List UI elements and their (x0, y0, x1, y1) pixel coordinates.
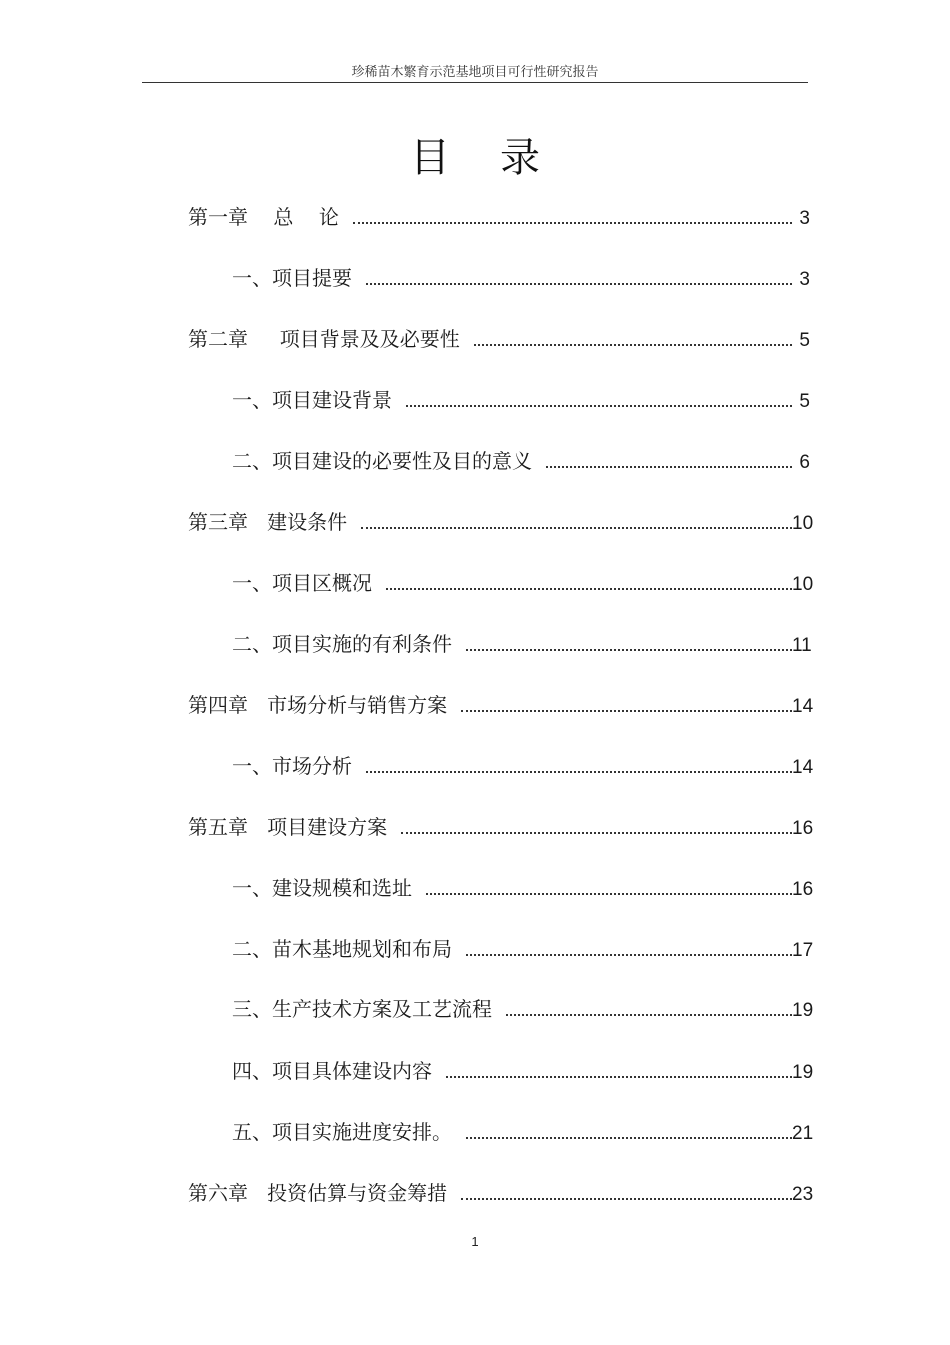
toc-entry-label: 第二章 项目背景及及必要性 (188, 327, 460, 351)
dot-leader (361, 527, 792, 529)
toc-entry-label: 第三章 建设条件 (188, 510, 348, 534)
toc-entry-label: 第五章 项目建设方案 (188, 815, 388, 839)
dot-leader (426, 893, 792, 895)
toc-title: 目录 (410, 135, 590, 181)
toc-page-number: 17 (792, 940, 814, 961)
toc-page-number: 21 (792, 1123, 814, 1144)
dot-leader (461, 710, 792, 712)
toc-page-number: 11 (792, 635, 812, 656)
toc-page-number: 5 (799, 330, 810, 351)
dot-leader (474, 344, 792, 346)
toc-entry-label: 一、建设规模和选址 (232, 876, 412, 900)
toc-page-number: 16 (792, 818, 814, 839)
toc-entry-label: 二、项目建设的必要性及目的意义 (232, 449, 532, 473)
toc-page-number: 14 (792, 696, 814, 717)
toc-entry-label: 五、项目实施进度安排。 (232, 1120, 452, 1144)
toc-entry-section[interactable] (232, 444, 810, 474)
toc-entry-label: 四、项目具体建设内容 (232, 1059, 432, 1083)
toc-entry-section[interactable] (232, 932, 814, 962)
toc-entry-chapter-2[interactable] (188, 322, 810, 352)
dot-leader (466, 954, 792, 956)
toc-entry-section[interactable] (232, 1115, 814, 1145)
dot-leader (461, 1198, 792, 1200)
dot-leader (406, 405, 792, 407)
toc-page-number: 19 (792, 1000, 814, 1021)
toc-entry-label: 第四章 市场分析与销售方案 (188, 693, 448, 717)
toc-page-number: 23 (792, 1184, 814, 1205)
toc-entry-label: 第六章 投资估算与资金筹措 (188, 1181, 448, 1205)
toc-page-number: 16 (792, 879, 814, 900)
toc-entry-section[interactable] (232, 566, 814, 596)
toc-page-number: 6 (799, 452, 810, 473)
dot-leader (466, 1137, 792, 1139)
dot-leader (366, 771, 792, 773)
toc-entry-chapter-5[interactable] (188, 810, 814, 840)
toc-page-number: 10 (792, 513, 814, 534)
running-header: 珍稀苗木繁育示范基地项目可行性研究报告 (351, 65, 599, 80)
toc-page-number: 14 (792, 757, 814, 778)
dot-leader (466, 649, 792, 651)
toc-page-number: 3 (799, 269, 810, 290)
toc-entry-label: 一、项目区概况 (232, 571, 372, 595)
toc-entry-section[interactable] (232, 627, 810, 657)
toc-entry-label: 一、项目提要 (232, 266, 352, 290)
toc-entry-label: 二、项目实施的有利条件 (232, 632, 452, 656)
toc-entry-section[interactable] (232, 871, 814, 901)
dot-leader (546, 466, 792, 468)
dot-leader (366, 283, 792, 285)
toc-entry-label: 一、项目建设背景 (232, 388, 392, 412)
dot-leader (386, 588, 792, 590)
toc-page-number: 10 (792, 574, 814, 595)
toc-page-number: 3 (799, 208, 810, 229)
toc-entry-label: 一、市场分析 (232, 754, 352, 778)
dot-leader (446, 1076, 792, 1078)
toc-page-number: 5 (799, 391, 810, 412)
toc-entry-section[interactable] (232, 261, 810, 291)
toc-entry-label: 三、生产技术方案及工艺流程 (232, 997, 492, 1021)
toc-entry-section[interactable] (232, 992, 814, 1022)
toc-entry-section[interactable] (232, 749, 814, 779)
toc-entry-section[interactable] (232, 383, 810, 413)
dot-leader (401, 832, 792, 834)
toc-entry-label: 第一章 总 论 (188, 205, 339, 229)
toc-entry-chapter-1[interactable] (188, 200, 810, 230)
header-rule (142, 82, 808, 83)
dot-leader (353, 222, 792, 224)
toc-entry-label: 二、苗木基地规划和布局 (232, 937, 452, 961)
toc-entry-section[interactable] (232, 1054, 814, 1084)
toc-entry-chapter-6[interactable] (188, 1176, 814, 1206)
dot-leader (506, 1014, 792, 1016)
toc-page-number: 19 (792, 1062, 814, 1083)
page-number: 1 (471, 1234, 479, 1249)
toc-entry-chapter-3[interactable] (188, 505, 814, 535)
toc-entry-chapter-4[interactable] (188, 688, 814, 718)
